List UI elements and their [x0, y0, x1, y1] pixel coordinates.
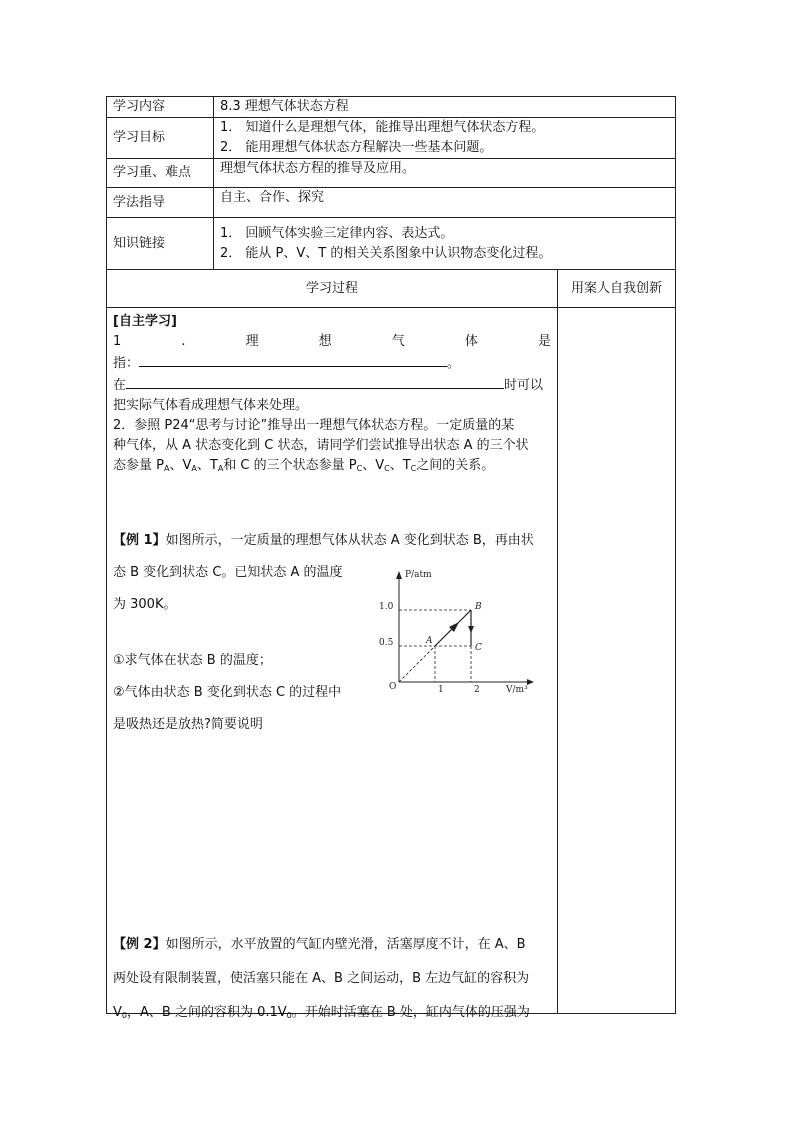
ex2-text: ，A、B 之间的容积为 0.1V	[127, 1005, 287, 1020]
pv-graph	[375, 565, 535, 695]
study-plan-table	[106, 96, 676, 1020]
goal-item: 1． 知道什么是理想气体，能推导出理想气体状态方程。	[220, 120, 545, 135]
q1-line3-prefix: 在	[113, 378, 127, 393]
value-content: 8.3 理想气体状态方程	[214, 97, 676, 118]
q2-text: 、V	[169, 458, 192, 473]
ex2-text: V	[113, 1005, 122, 1020]
x-tick-label: 1	[438, 685, 444, 695]
ex2-tag: 【例 2】	[113, 937, 166, 952]
ex2-line1	[113, 928, 551, 962]
y-tick-label: 0.5	[379, 638, 394, 648]
subscript: C	[356, 464, 363, 473]
process-header: 学习过程	[107, 270, 558, 308]
subscript: A	[163, 464, 170, 473]
subscript: A	[191, 464, 197, 473]
y-axis-arrow	[396, 571, 402, 579]
subscript: C	[384, 464, 390, 473]
ex1-line2: 态 B 变化到状态 C。已知状态 A 的温度	[113, 565, 343, 580]
q1-line2	[113, 352, 551, 374]
self-study-title: [自主学习]	[113, 314, 177, 329]
point-label-b: B	[475, 602, 482, 612]
label-method: 学法指导	[107, 188, 214, 218]
ex1-line3: 为 300K。	[113, 597, 177, 612]
q2-text: 和 C 的三个状态参量 P	[223, 458, 357, 473]
subscript: A	[217, 464, 224, 473]
point-label-c: C	[475, 643, 482, 653]
subscript: C	[410, 464, 417, 473]
q2-line3	[113, 456, 551, 479]
label-key: 学习重、难点	[107, 159, 214, 188]
q2-text: 态参量 P	[113, 458, 164, 473]
answer-blank[interactable]	[139, 352, 447, 367]
subscript: 0	[121, 1011, 127, 1020]
row-link	[107, 218, 676, 270]
ex1-q2b: 是吸热还是放热?简要说明	[113, 717, 263, 732]
row-content	[107, 97, 676, 118]
link-item: 1． 回顾气体实验三定律内容、表达式。	[220, 225, 454, 241]
answer-blank[interactable]	[126, 374, 504, 389]
value-method: 自主、合作、探究	[214, 188, 676, 218]
ex2-line2: 两处设有限制装置，使活塞只能在 A、B 之间运动，B 左边气缸的容积为	[113, 971, 530, 986]
label-link: 知识链接	[107, 218, 214, 270]
extension-line	[399, 646, 435, 682]
q2-line1: 2．参照 P24“思考与讨论”推导出一理想气体状态方程。一定质量的某	[113, 418, 515, 433]
q1-token: .	[181, 334, 186, 349]
value-goals	[214, 118, 676, 159]
ex1-q2a: ②气体由状态 B 变化到状态 C 的过程中	[113, 685, 342, 700]
graph-marks	[399, 602, 482, 682]
value-link	[214, 218, 676, 270]
q2-line2: 种气体，从 A 状态变化到 C 状态，请同学们尝试推导出状态 A 的三个状	[113, 438, 529, 453]
q1-token: 体	[464, 334, 478, 349]
ex2-text: 如图所示，水平放置的气缸内壁光滑，活塞厚度不计，在 A、B	[165, 937, 526, 952]
row-goals	[107, 118, 676, 159]
ex2-text: 。开始时活塞在 B 处，缸内气体的压强为	[291, 1005, 530, 1020]
q1-line2-suffix: 。	[447, 356, 461, 371]
row-key	[107, 159, 676, 188]
q1-line3	[113, 374, 551, 396]
ex2-line3	[113, 996, 551, 1033]
origin-label: O	[389, 682, 397, 692]
q1-token: 是	[537, 334, 551, 349]
q2-text: 、T	[389, 458, 411, 473]
q1-token: 气	[391, 334, 405, 349]
x-axis-arrow	[527, 679, 534, 685]
link-item: 2． 能从 P、V、T 的相关关系图象中认识物态变化过程。	[220, 245, 552, 261]
q1-token: 1	[113, 334, 122, 349]
subscript: 0	[286, 1011, 292, 1020]
q1-line2-prefix: 指：	[113, 356, 140, 371]
point-label-a: A	[426, 636, 433, 646]
ex1-tag: 【例 1】	[113, 533, 166, 548]
value-key: 理想气体状态方程的推导及应用。	[214, 159, 676, 188]
label-content: 学习内容	[107, 97, 214, 118]
q1-line4: 把实际气体看成理想气体来处理。	[113, 398, 309, 413]
row-method	[107, 188, 676, 218]
row-process-header	[107, 270, 676, 308]
q2-text: 、T	[196, 458, 218, 473]
ex1-q1: ①求气体在状态 B 的温度；	[113, 653, 272, 668]
q2-text: 、V	[362, 458, 385, 473]
innovation-column	[558, 308, 676, 1014]
innovation-header: 用案人自我创新	[558, 270, 676, 308]
q1-token: 想	[318, 334, 332, 349]
example2	[113, 928, 551, 1033]
x-axis-label: V/m³	[506, 685, 528, 695]
y-axis-label: P/atm	[405, 570, 432, 580]
q1-token: 理	[245, 334, 259, 349]
q1-line1	[113, 332, 551, 352]
x-tick-label: 2	[474, 685, 480, 695]
q1-line3-suffix: 时可以	[504, 378, 544, 393]
ex1-line1	[113, 525, 551, 557]
arrow-b-c	[468, 626, 474, 633]
goal-item: 2． 能用理想气体状态方程解决一些基本问题。	[220, 140, 493, 155]
y-tick-label: 1.0	[379, 602, 394, 612]
q2-text: 之间的关系。	[416, 458, 495, 473]
label-goals: 学习目标	[107, 118, 214, 159]
ex1-text: 如图所示，一定质量的理想气体从状态 A 变化到状态 B，再由状	[165, 533, 534, 548]
